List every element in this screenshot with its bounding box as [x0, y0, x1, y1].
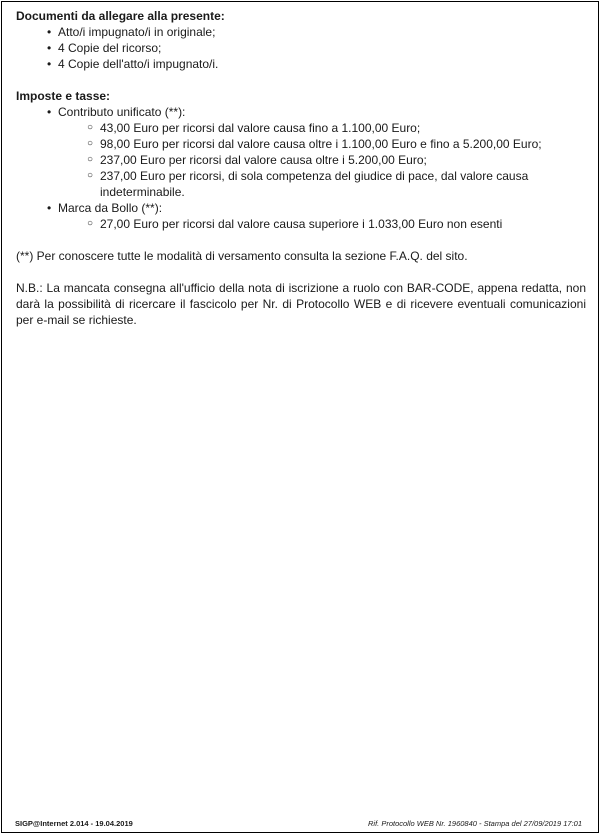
- circle-bullet-icon: ○: [87, 138, 94, 149]
- contributo-list: [58, 120, 586, 200]
- bullet-icon: •: [47, 201, 52, 215]
- bullet-icon: •: [47, 105, 52, 119]
- list-item: • Atto/i impugnato/i in originale;: [47, 25, 216, 39]
- bullet-icon: •: [47, 57, 52, 71]
- list-item: ○ 237,00 Euro per ricorsi dal valore causa oltre i 5.200,00 Euro;: [87, 153, 427, 167]
- list-item: ○ 27,00 Euro per ricorsi dal valore causa superiore i 1.033,00 Euro non esenti: [87, 217, 503, 231]
- documents-title: Documenti da allegare alla presente:: [16, 9, 225, 23]
- circle-bullet-icon: ○: [87, 218, 94, 229]
- documents-list: [16, 24, 586, 72]
- list-item: ○ 98,00 Euro per ricorsi dal valore causa oltre i 1.100,00 Euro e fino a 5.200,00 Euro;: [87, 137, 542, 151]
- list-item: • 4 Copie del ricorso;: [47, 41, 162, 55]
- footer-version: SIGP@Internet 2.014 - 19.04.2019: [15, 819, 133, 828]
- list-item: [16, 200, 586, 232]
- circle-bullet-icon: ○: [87, 154, 94, 165]
- list-item: [16, 104, 586, 200]
- list-item: ○ 237,00 Euro per ricorsi, di sola competenza del giudice di pace, dal valore causa indeterminabile.: [87, 169, 529, 199]
- list-item: • 4 Copie dell'atto/i impugnato/i.: [47, 57, 219, 71]
- document-page: [1, 1, 599, 833]
- circle-bullet-icon: ○: [87, 122, 94, 133]
- taxes-list: [16, 104, 586, 232]
- circle-bullet-icon: ○: [87, 170, 94, 181]
- bollo-label: Marca da Bollo (**):: [58, 201, 163, 215]
- bullet-icon: •: [47, 25, 52, 39]
- faq-note: (**) Per conoscere tutte le modalità di versamento consulta la sezione F.A.Q. del sito.: [16, 249, 468, 263]
- bullet-icon: •: [47, 41, 52, 55]
- bollo-list: [58, 216, 586, 232]
- nb-note: N.B.: La mancata consegna all'ufficio della nota di iscrizione a ruolo con BAR-CODE, appena redatta, non darà la possibilità di ricercare il fascicolo per Nr. di Protocollo WEB e di ricevere eventuali comunicazioni per e-mail se richieste.: [16, 281, 586, 327]
- contributo-label: Contributo unificato (**):: [58, 105, 186, 119]
- taxes-title: Imposte e tasse:: [16, 89, 111, 103]
- footer-protocol: Rif. Protocollo WEB Nr. 1960840 - Stampa del 27/09/2019 17:01: [367, 819, 582, 828]
- document-content: [16, 8, 586, 328]
- list-item: ○ 43,00 Euro per ricorsi dal valore causa fino a 1.100,00 Euro;: [87, 121, 421, 135]
